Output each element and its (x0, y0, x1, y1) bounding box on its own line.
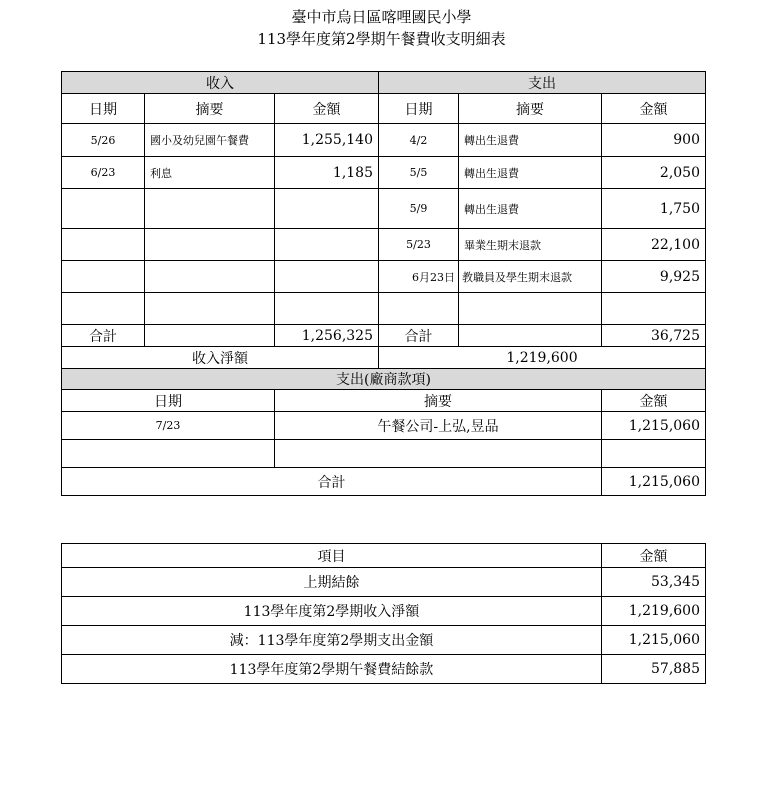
report-title: 113學年度第2學期午餐費收支明細表 (257, 30, 506, 48)
table-row (62, 440, 706, 468)
summary-amount: 53,345 (602, 568, 706, 597)
income-date (62, 229, 145, 261)
income-date: 5/26 (62, 124, 145, 157)
vendor-total-value: 1,215,060 (602, 468, 706, 496)
vendor-desc: 午餐公司-上弘,昱品 (275, 412, 602, 440)
vendor-desc (275, 440, 602, 468)
income-summary-header: 摘要 (145, 94, 275, 124)
income-expense-table (61, 71, 706, 496)
summary-item-header: 項目 (62, 544, 602, 568)
income-date-header: 日期 (62, 94, 145, 124)
total-row (62, 325, 706, 347)
net-income-row (62, 347, 706, 369)
expense-amount: 900 (602, 124, 706, 157)
income-header: 收入 (62, 72, 379, 94)
income-amount (275, 261, 379, 293)
vendor-total-row (62, 468, 706, 496)
income-date (62, 261, 145, 293)
summary-item: 減：113學年度第2學期支出金額 (62, 626, 602, 655)
summary-amount: 57,885 (602, 655, 706, 684)
expense-header: 支出 (379, 72, 706, 94)
table-row (62, 229, 706, 261)
income-amount (275, 293, 379, 325)
income-desc: 國小及幼兒園午餐費 (145, 124, 275, 157)
expense-amount: 1,750 (602, 189, 706, 229)
income-amount: 1,255,140 (275, 124, 379, 157)
income-desc: 利息 (145, 157, 275, 189)
table-row (62, 568, 706, 597)
vendor-date-header: 日期 (62, 390, 275, 412)
summary-amount-header: 金額 (602, 544, 706, 568)
vendor-summary-header: 摘要 (275, 390, 602, 412)
vendor-column-header-row (62, 390, 706, 412)
income-date (62, 189, 145, 229)
expense-desc: 畢業生期末退款 (459, 229, 602, 261)
summary-item: 113學年度第2學期收入淨額 (62, 597, 602, 626)
table-row (62, 124, 706, 157)
expense-date: 5/5 (379, 157, 459, 189)
expense-amount (602, 293, 706, 325)
income-desc (145, 293, 275, 325)
vendor-amount: 1,215,060 (602, 412, 706, 440)
income-date: 6/23 (62, 157, 145, 189)
income-total-value: 1,256,325 (275, 325, 379, 347)
expense-date: 4/2 (379, 124, 459, 157)
expense-date (379, 293, 459, 325)
school-name: 臺中市烏日區喀哩國民小學 (291, 8, 472, 26)
expense-desc: 轉出生退費 (459, 189, 602, 229)
expense-date-header: 日期 (379, 94, 459, 124)
summary-header-row (62, 544, 706, 568)
income-desc (145, 229, 275, 261)
net-income-value: 1,219,600 (379, 347, 706, 369)
summary-amount: 1,215,060 (602, 626, 706, 655)
summary-item: 上期結餘 (62, 568, 602, 597)
expense-amount: 2,050 (602, 157, 706, 189)
vendor-date: 7/23 (62, 412, 275, 440)
expense-desc: 教職員及學生期末退款 (459, 261, 602, 293)
table-row (62, 261, 706, 293)
expense-desc (459, 293, 602, 325)
table-row (62, 293, 706, 325)
expense-amount: 9,925 (602, 261, 706, 293)
expense-total-label: 合計 (379, 325, 459, 347)
vendor-total-label: 合計 (62, 468, 602, 496)
vendor-date (62, 440, 275, 468)
income-amount-header: 金額 (275, 94, 379, 124)
vendor-amount-header: 金額 (602, 390, 706, 412)
expense-desc: 轉出生退費 (459, 157, 602, 189)
expense-date: 6月23日 (379, 261, 459, 293)
balance-summary-table (61, 543, 706, 684)
table-row (62, 655, 706, 684)
expense-date: 5/9 (379, 189, 459, 229)
income-amount (275, 189, 379, 229)
expense-summary-header: 摘要 (459, 94, 602, 124)
table-row (62, 157, 706, 189)
expense-desc: 轉出生退費 (459, 124, 602, 157)
vendor-amount (602, 440, 706, 468)
income-date (62, 293, 145, 325)
table-row (62, 626, 706, 655)
income-total-label: 合計 (62, 325, 145, 347)
column-header-row (62, 94, 706, 124)
table-row (62, 597, 706, 626)
income-desc (145, 189, 275, 229)
table-row (62, 189, 706, 229)
summary-item: 113學年度第2學期午餐費結餘款 (62, 655, 602, 684)
income-desc (145, 261, 275, 293)
expense-date: 5/23 (379, 229, 459, 261)
income-amount (275, 229, 379, 261)
expense-amount-header: 金額 (602, 94, 706, 124)
expense-total-value: 36,725 (602, 325, 706, 347)
vendor-expense-header: 支出(廠商款項) (62, 369, 706, 390)
summary-amount: 1,219,600 (602, 597, 706, 626)
expense-amount: 22,100 (602, 229, 706, 261)
table-row (62, 412, 706, 440)
income-amount: 1,185 (275, 157, 379, 189)
net-income-label: 收入淨額 (62, 347, 379, 369)
